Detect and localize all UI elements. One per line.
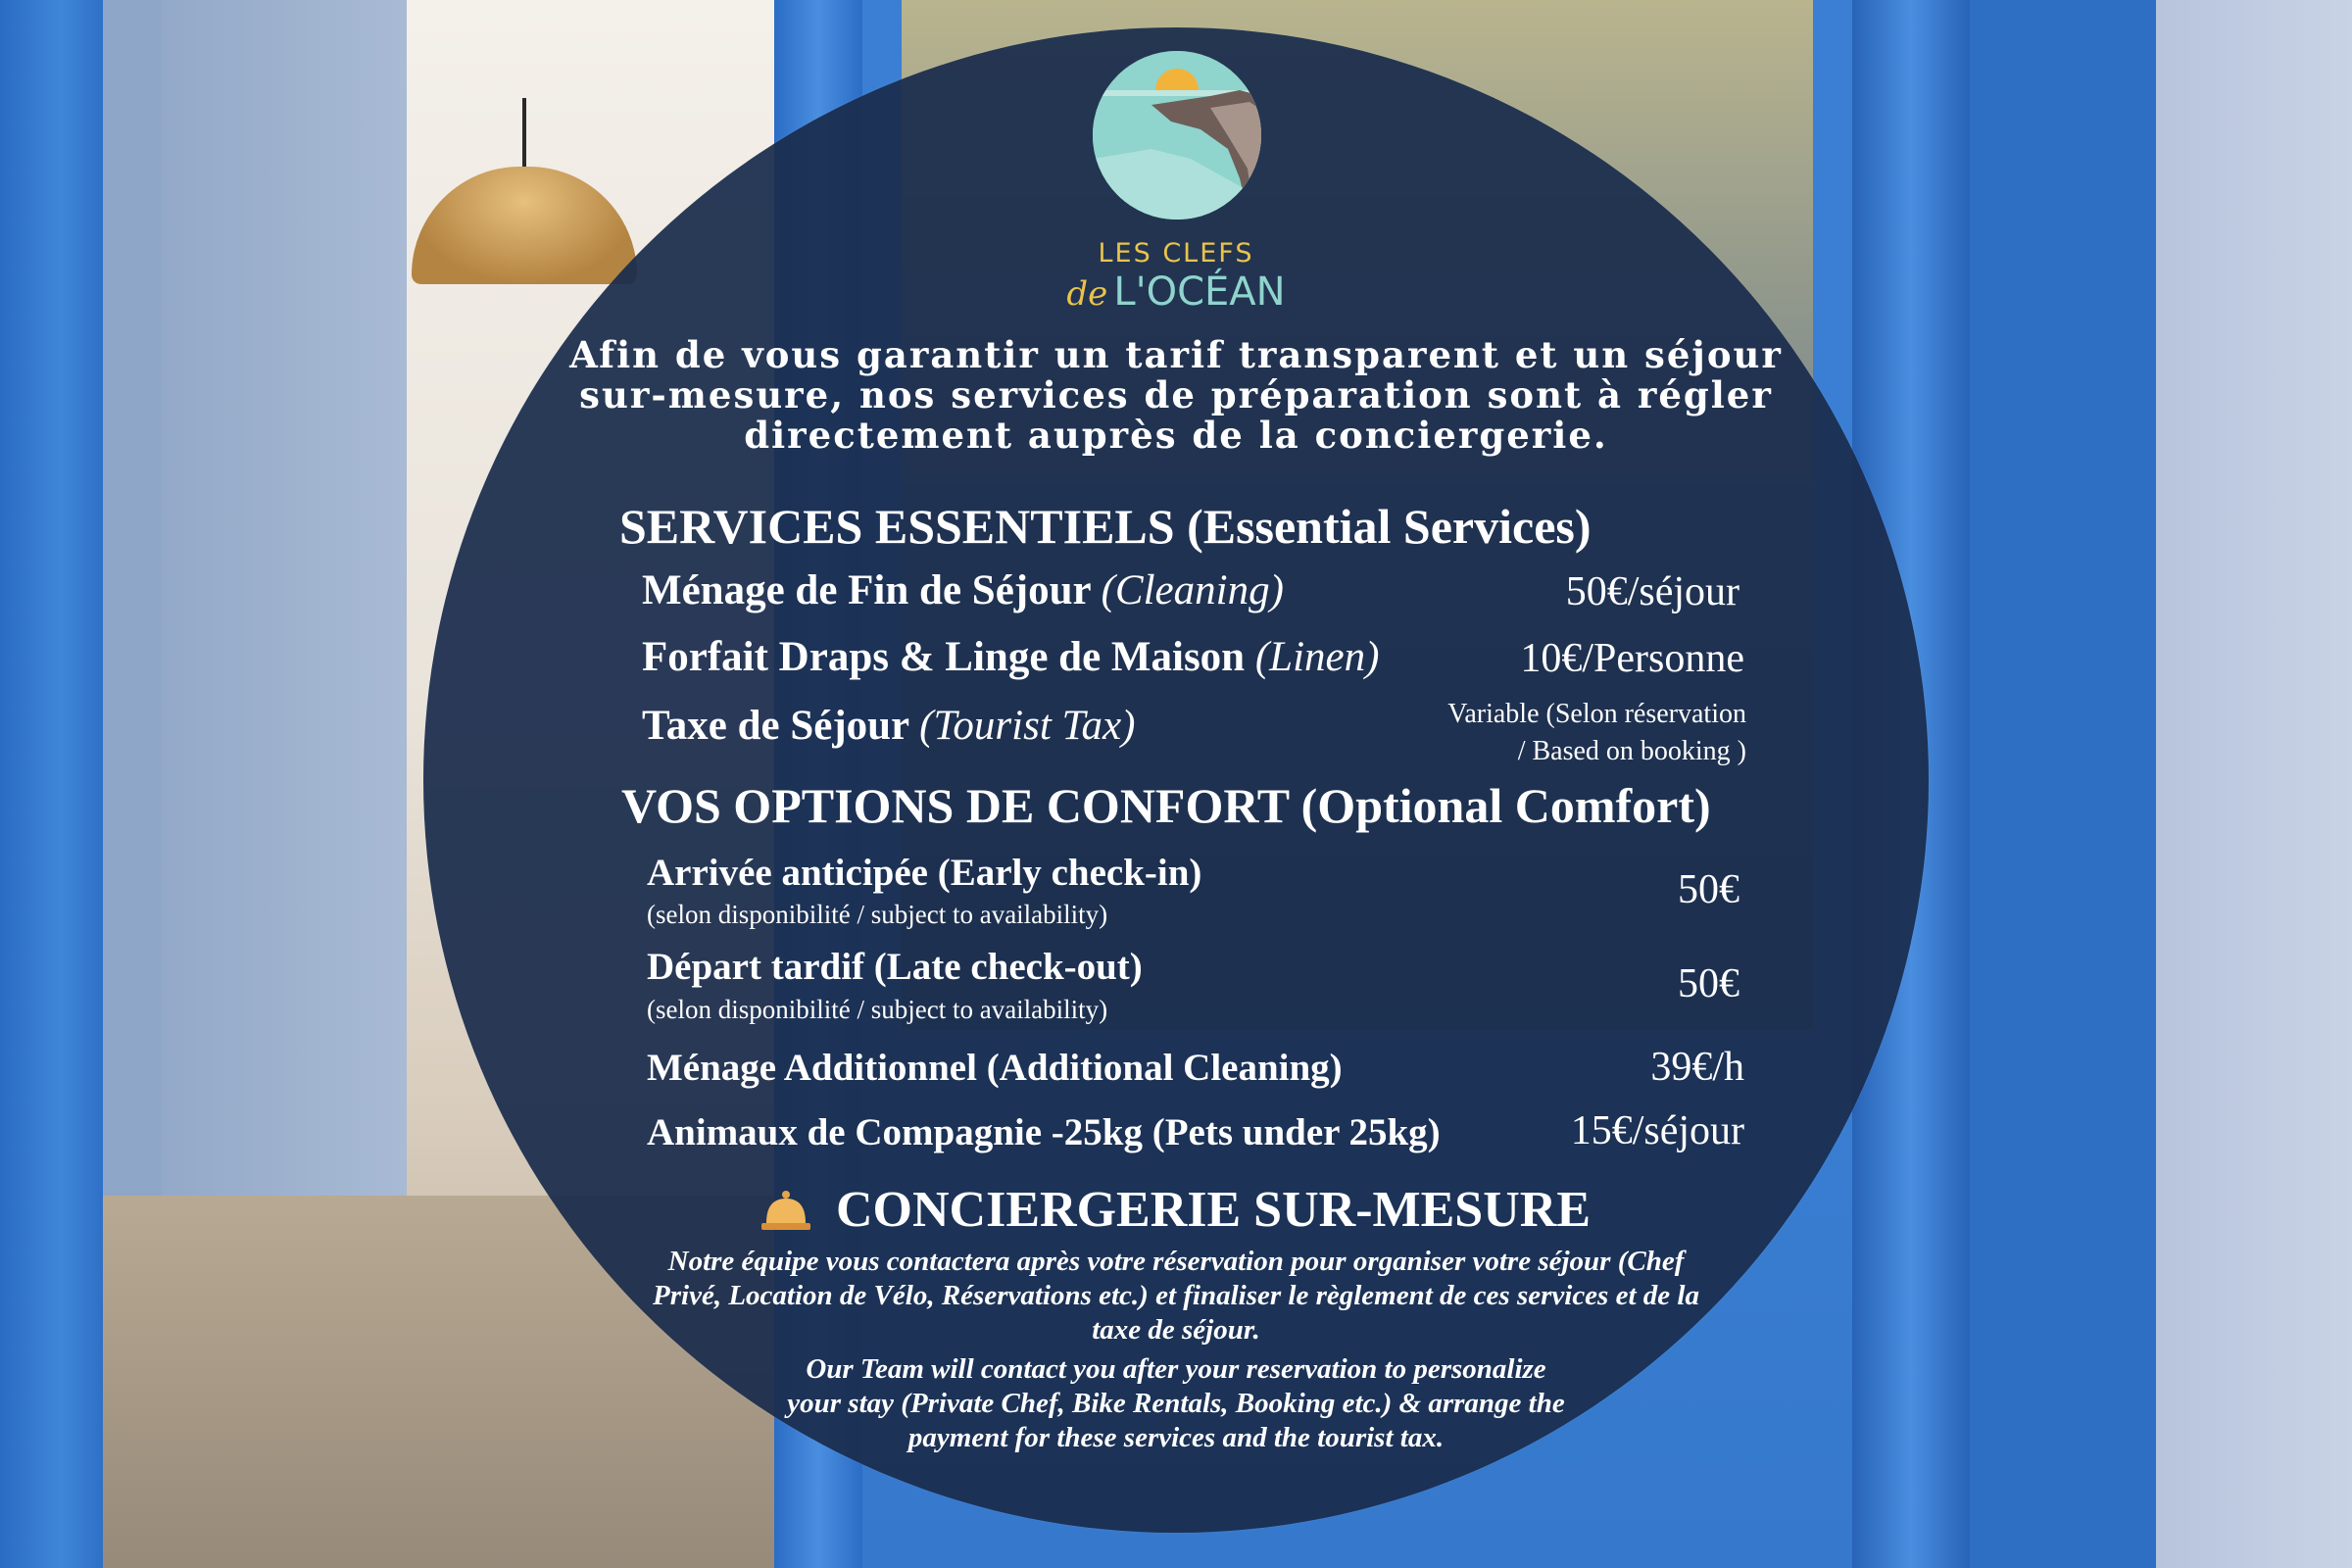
- concierge-title: CONCIERGERIE SUR-MESURE: [836, 1182, 1591, 1238]
- concierge-note-en-line: Our Team will contact you after your reservation to personalize: [806, 1353, 1546, 1385]
- option-pets-price: 15€/séjour: [1570, 1108, 1744, 1153]
- service-tax-price-line2: / Based on booking ): [1517, 736, 1746, 766]
- option-late-checkout-label: Départ tardif (Late check-out): [647, 946, 1143, 988]
- option-early-checkin-label: Arrivée anticipée (Early check-in): [647, 852, 1202, 894]
- service-tax-label: Taxe de Séjour (Tourist Tax): [642, 703, 1136, 749]
- concierge-note-fr: [647, 1245, 1705, 1348]
- essential-services-title: SERVICES ESSENTIELS (Essential Services): [619, 499, 1592, 554]
- ocean-cliff-sun-logo: [1093, 51, 1261, 220]
- brand-name-main: L'OCÉAN: [1113, 270, 1286, 315]
- optional-comfort-title: VOS OPTIONS DE CONFORT (Optional Comfort): [621, 778, 1711, 833]
- concierge-note-fr-line: Privé, Location de Vélo, Réservations etc.) et finaliser le règlement de ces services et de la: [653, 1280, 1699, 1311]
- option-late-checkout-price: 50€: [1678, 961, 1740, 1006]
- service-cleaning-price: 50€/séjour: [1565, 569, 1740, 614]
- concierge-note-fr-line: taxe de séjour.: [1092, 1314, 1260, 1346]
- service-linen-label: Forfait Draps & Linge de Maison (Linen): [642, 634, 1380, 680]
- service-cleaning-label: Ménage de Fin de Séjour (Cleaning): [642, 567, 1284, 613]
- brand-name-prefix: de: [1066, 274, 1108, 314]
- service-tax-price: [1372, 696, 1746, 770]
- option-late-checkout-note: (selon disponibilité / subject to availability): [647, 995, 1108, 1024]
- concierge-note-en: [647, 1352, 1705, 1455]
- option-early-checkin-price: 50€: [1678, 867, 1740, 912]
- intro-text: Afin de vous garantir un tarif transparent et un séjour sur-mesure, nos services de préparation sont à régler directement auprès de la conciergerie.: [569, 333, 1783, 457]
- concierge-note-fr-line: Notre équipe vous contactera après votre réservation pour organiser votre séjour (Chef: [667, 1246, 1685, 1277]
- concierge-note-en-line: payment for these services and the tourist tax.: [907, 1422, 1445, 1453]
- concierge-note-en-line: your stay (Private Chef, Bike Rentals, Booking etc.) & arrange the: [787, 1388, 1565, 1419]
- service-linen-price: 10€/Personne: [1520, 636, 1744, 681]
- option-early-checkin-note: (selon disponibilité / subject to availability): [647, 900, 1108, 929]
- brand-name-line1: LES CLEFS: [1098, 238, 1254, 269]
- service-tax-price-line1: Variable (Selon réservation: [1447, 699, 1746, 729]
- brand-name-line2: [980, 270, 1372, 315]
- option-pets-label: Animaux de Compagnie -25kg (Pets under 25kg): [647, 1111, 1441, 1153]
- option-additional-cleaning-label: Ménage Additionnel (Additional Cleaning): [647, 1047, 1343, 1089]
- option-additional-cleaning-price: 39€/h: [1650, 1045, 1744, 1090]
- service-bell-icon: [760, 1186, 812, 1235]
